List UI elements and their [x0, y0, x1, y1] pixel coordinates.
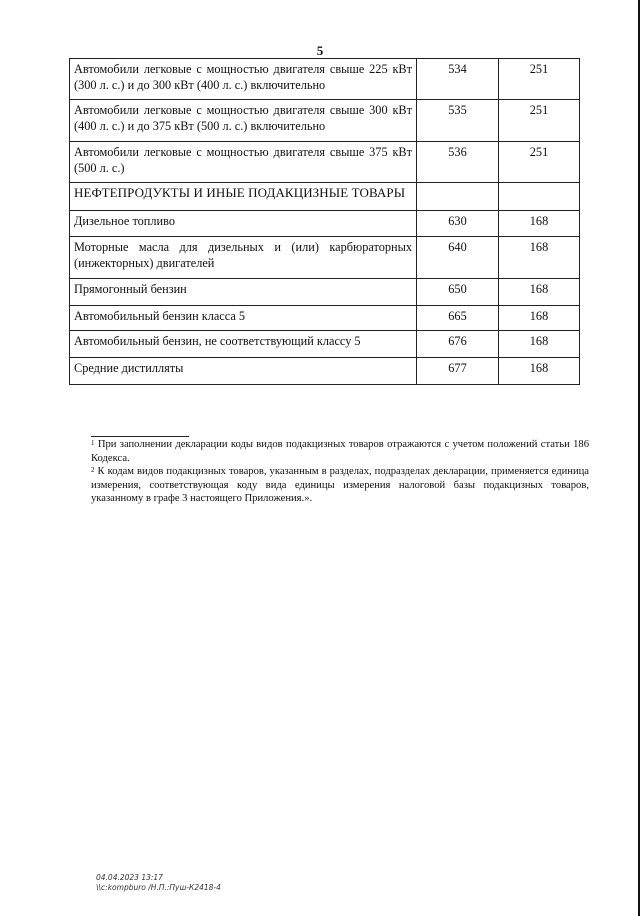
goods-code-cell: 534: [417, 59, 499, 100]
goods-code-cell: 640: [417, 237, 499, 279]
goods-code-cell: 535: [417, 100, 499, 142]
unit-code-cell: 168: [499, 306, 580, 331]
footnote-mark: 1: [91, 439, 95, 447]
table-row: [70, 142, 580, 183]
goods-code-cell: 536: [417, 142, 499, 183]
unit-code-cell: 168: [499, 211, 580, 237]
section-row: [70, 183, 580, 211]
table-row: [70, 279, 580, 306]
excise-codes-table: [69, 58, 580, 385]
table-row: [70, 237, 580, 279]
unit-code-cell: [499, 183, 580, 211]
unit-code-cell: 168: [499, 279, 580, 306]
unit-code-cell: 168: [499, 237, 580, 279]
table-row: [70, 100, 580, 142]
goods-name-cell: Автомобильный бензин, не соответствующий классу 5: [70, 331, 417, 358]
goods-name-cell: Автомобили легковые с мощностью двигателя свыше 225 кВт (300 л. с.) и до 300 кВт (400 л. с.) включительно: [70, 59, 417, 100]
unit-code-cell: 168: [499, 331, 580, 358]
unit-code-cell: 251: [499, 59, 580, 100]
goods-code-cell: 650: [417, 279, 499, 306]
stamp-date: 04.04.2023 13:17: [96, 873, 163, 882]
goods-code-cell: 676: [417, 331, 499, 358]
footnote-divider: [91, 436, 189, 437]
print-stamp: [96, 873, 221, 893]
goods-code-cell: 677: [417, 358, 499, 385]
goods-code-cell: 665: [417, 306, 499, 331]
table-row: [70, 331, 580, 358]
goods-name-cell: Автомобили легковые с мощностью двигателя свыше 375 кВт (500 л. с.): [70, 142, 417, 183]
goods-name-cell: Автомобили легковые с мощностью двигателя свыше 300 кВт (400 л. с.) и до 375 кВт (500 л. с.) включительно: [70, 100, 417, 142]
footnotes: [91, 438, 589, 506]
footnote-mark: 2: [91, 466, 95, 474]
goods-name-cell: Моторные масла для дизельных и (или) карбюраторных (инжекторных) двигателей: [70, 237, 417, 279]
goods-code-cell: 630: [417, 211, 499, 237]
table-row: [70, 306, 580, 331]
goods-name-cell: Автомобильный бензин класса 5: [70, 306, 417, 331]
goods-name-cell: Дизельное топливо: [70, 211, 417, 237]
table-row: [70, 358, 580, 385]
page-number: 5: [316, 43, 324, 58]
goods-name-cell: Прямогонный бензин: [70, 279, 417, 306]
footnote-text: При заполнении декларации коды видов подакцизных товаров отражаются с учетом положений статьи 186 Кодекса.: [91, 439, 589, 464]
footnote: [91, 438, 589, 465]
table-row: [70, 211, 580, 237]
goods-code-cell: [417, 183, 499, 211]
unit-code-cell: 251: [499, 100, 580, 142]
goods-name-cell: Средние дистилляты: [70, 358, 417, 385]
footnote: [91, 465, 589, 506]
table-row: [70, 59, 580, 100]
unit-code-cell: 251: [499, 142, 580, 183]
section-title-cell: НЕФТЕПРОДУКТЫ И ИНЫЕ ПОДАКЦИЗНЫЕ ТОВАРЫ: [70, 183, 417, 211]
unit-code-cell: 168: [499, 358, 580, 385]
stamp-file: \\c:kompburo /Н.П.:Пуш-К2418-4: [96, 883, 221, 892]
footnote-text: К кодам видов подакцизных товаров, указанным в разделах, подразделах декларации, применяется единица измерения, соответствующая коду вида единицы измерения налоговой базы подакцизных товаров, указанному в графе 3 настоящего Приложения.».: [91, 466, 589, 504]
